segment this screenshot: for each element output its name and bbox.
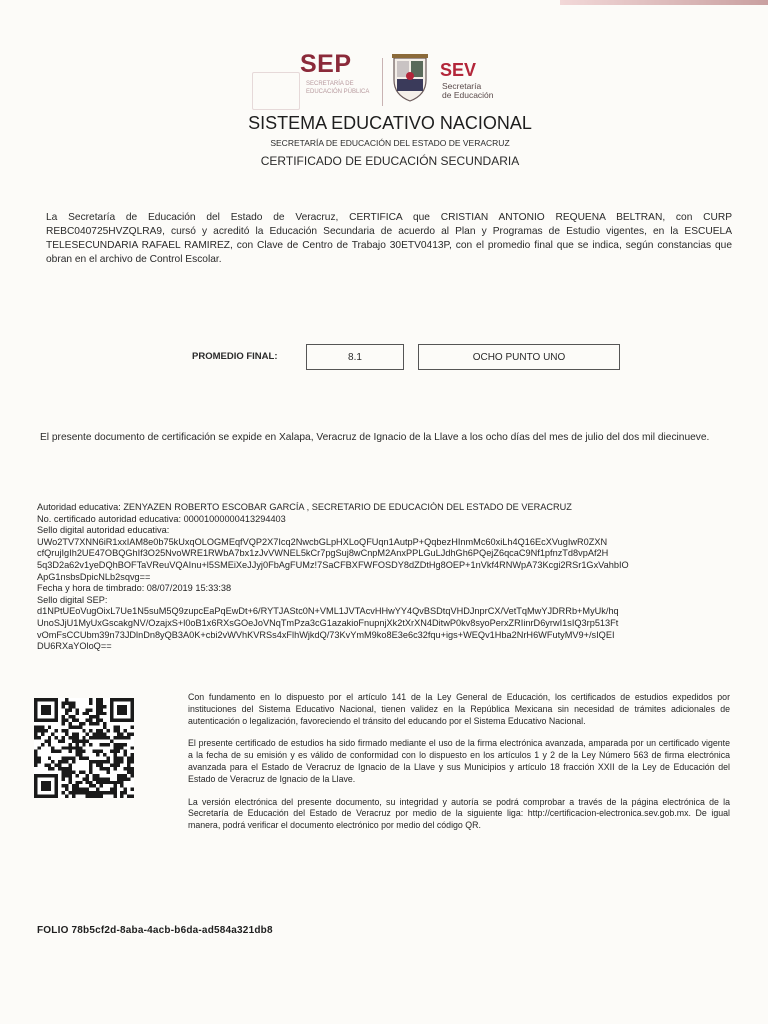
seal-line: UnoSJjU1MyUxGscakgNV/OzajxS+l0oB1x6RXsGOeJoVNqTmPza3cG1azakioFnupnjXk2tXrXN4DitwP0kv8syoPerxZRIinrD6yrwI1sIQ3rp513Ft bbox=[37, 617, 619, 628]
promedio-words-box bbox=[418, 344, 620, 370]
legal-paragraph-validity: Con fundamento en lo dispuesto por el artículo 141 de la Ley General de Educación, los certificados de estudios expedidos por instituciones del Sistema Educativo Nacional, tienen validez en la República Mexicana sin necesidad de trámites adicionales de autenticación o legalización, favoreciendo el tránsito del educando por el Sistema Educativo Nacional. bbox=[188, 692, 730, 726]
qr-code-icon[interactable] bbox=[34, 696, 134, 800]
promedio-words: OCHO PUNTO UNO bbox=[472, 351, 566, 363]
document-title: SISTEMA EDUCATIVO NACIONAL bbox=[248, 113, 532, 133]
sev-subtitle-line2: de Educación bbox=[442, 90, 494, 100]
seal-line: d1NPtUEoVugOixL7Ue1N5suM5Q9zupcEaPqEwDt+6/RYTJAStc0N+VML1JVTAcvHHwYY4QvBSDtqVHDJnprCX/VetTqMwYJDRRb+MyUk/hq bbox=[37, 606, 619, 617]
sev-logo: SEV bbox=[440, 60, 477, 80]
seal-line: cfQrujIgIh2UE47OBQGhIf3O25NvoWRE1RWbA7bx1zJvVWNEL5kCr7pgSuj8wCnpM2AnxPPLGuLJdhGh6PQejZ6qcaC9Nf1pfnzTd8vpAf2H bbox=[37, 548, 609, 559]
seal-line: vOmFsCCUbm39n73JDlnDn8yQB3A0K+cbi2vWVhKVRSs4xFlhWjkdQ/73KvYmM9ko8E3e6c32fqu+igs+WEQv1Hba2NrH6WFutyMV9+/sIQEI bbox=[37, 629, 615, 640]
logo-divider bbox=[382, 58, 383, 106]
certification-paragraph: La Secretaría de Educación del Estado de Veracruz, CERTIFICA que CRISTIAN ANTONIO REQUENA BELTRAN, con CURP REBC040725HVZQLRA9, cursó y acreditó la Educación Secundaria de acuerdo al Plan y Programas de Estudio vigentes, en la ESCUELA TELESECUNDARIA RAFAEL RAMIREZ, con Clave de Centro de Trabajo 30ETV0413P, con el promedio final que se indica, según constancias que obran en el archivo de Control Escolar. bbox=[46, 212, 732, 265]
sep-logo-subtitle: SECRETARÍA DE EDUCACIÓN PÚBLICA bbox=[306, 81, 370, 95]
sep-logo: SEP bbox=[300, 50, 352, 78]
seal-line: UWo2TV7XNN6iR1xxIAM8e0b75kUxqOLOGMEqfVQP2X7Icq2NwcbGLpHXLoQFUqn1AutpP+QqbezHInmMc60xiLh4Q16EcXVugIwR0ZXN bbox=[37, 536, 608, 547]
seal-line: ApG1nsbsDpicNLb2sqvg== bbox=[37, 571, 151, 582]
promedio-number: 8.1 bbox=[348, 351, 362, 363]
legal-paragraph-verification: La versión electrónica del presente documento, su integridad y autoría se podrá comprobar a través de la página electrónica de la Secretaría de Educación del Estado de Veracruz por medio de la siguiente liga: http://certificacion-electronica.sev.gob.mx. De igual manera, podrá verificar el documento electrónico por medio del código QR. bbox=[188, 796, 730, 831]
promedio-number-box bbox=[306, 344, 404, 370]
issuance-paragraph: El presente documento de certificación se expide en Xalapa, Veracruz de Ignacio de la Llave a los ocho días del mes de julio del dos mil diecinueve. bbox=[40, 432, 710, 443]
sev-logo-subtitle bbox=[442, 82, 494, 100]
legal-notes bbox=[188, 692, 730, 843]
issuing-secretariat: SECRETARÍA DE EDUCACIÓN DEL ESTADO DE VERACRUZ bbox=[270, 138, 510, 148]
sev-subtitle-line1: Secretaría bbox=[442, 81, 482, 91]
seal-line: Autoridad educativa: ZENYAZEN ROBERTO ESCOBAR GARCÍA , SECRETARIO DE EDUCACIÓN DEL ESTADO DE VERACRUZ bbox=[37, 502, 572, 512]
folio-number: FOLIO 78b5cf2d-8aba-4acb-b6da-ad584a321db8 bbox=[37, 925, 273, 936]
seal-line: No. certificado autoridad educativa: 00001000000413294403 bbox=[37, 513, 286, 524]
seal-line: Sello digital autoridad educativa: bbox=[37, 525, 170, 536]
seal-line: 5q3D2a62v1yeDQhBOFTaVReuVQAInu+l5SMEiXeJJyj0FbAgFUMz!7SaCFBXFWFOSDY8dZDtHg8OEP+1nVkf4RNWpA73Kcgi2RSr1GxVahbIO bbox=[37, 559, 629, 570]
top-edge-stripe bbox=[560, 0, 768, 5]
legal-paragraph-signature: El presente certificado de estudios ha sido firmado mediante el uso de la firma electrónica avanzada, amparada por un certificado vigente a la fecha de su emisión y es válido de conformidad con lo dispuesto en los artículos 1 y 2 de la Ley Número 563 de firma electrónica avanzada para el Estado de Veracruz de Ignacio de la Llave y sus Municipios y artículo 18 fracción XXII de la Ley de Educación del Estado de Veracruz de Ignacio de la Llave. bbox=[188, 738, 730, 784]
seal-line: Fecha y hora de timbrado: 08/07/2019 15:33:38 bbox=[37, 583, 232, 594]
promedio-label: PROMEDIO FINAL: bbox=[192, 351, 278, 362]
seal-line: DU6RXaYOloQ== bbox=[37, 641, 112, 652]
sep-watermark-icon bbox=[252, 72, 300, 110]
digital-seal-block bbox=[37, 502, 737, 653]
seal-line: Sello digital SEP: bbox=[37, 594, 108, 605]
certificate-type: CERTIFICADO DE EDUCACIÓN SECUNDARIA bbox=[260, 154, 520, 168]
veracruz-shield-icon bbox=[390, 54, 430, 102]
